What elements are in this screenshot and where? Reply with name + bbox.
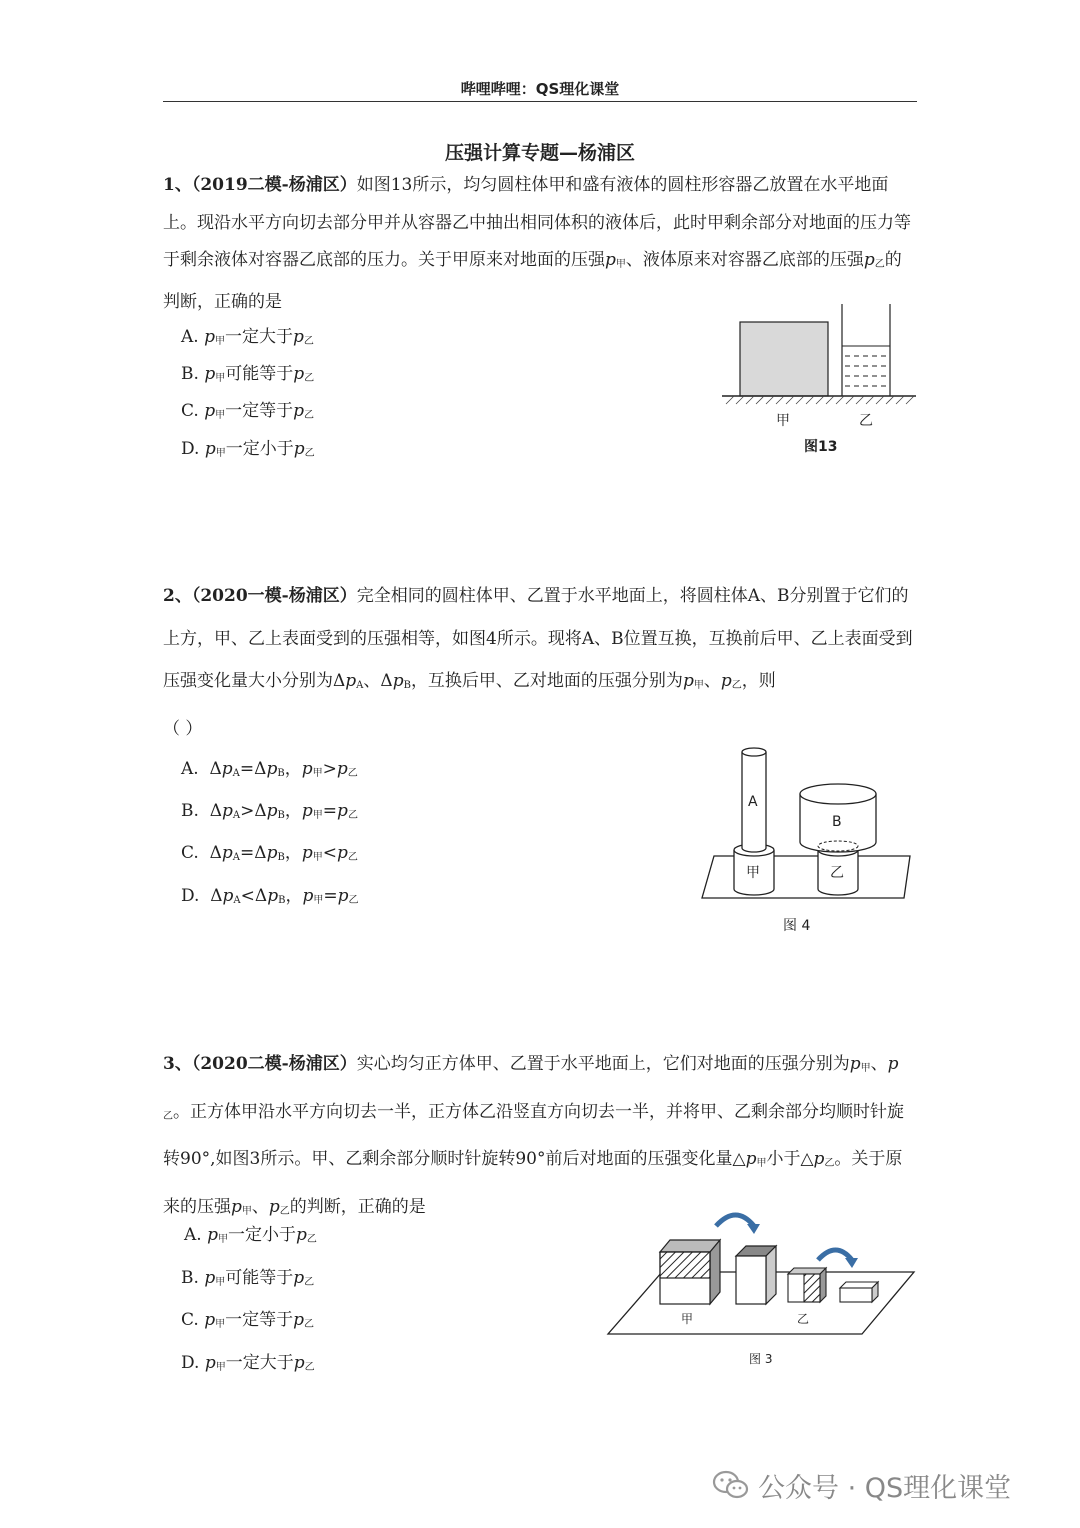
- solid-cylinder-jia: [740, 322, 828, 396]
- question-1-number: 1、: [163, 175, 192, 195]
- rotated-jia-half: [736, 1246, 776, 1304]
- q2-option-a: A. $\Delta p_A=\Delta p_B$，$p_甲>p_乙$: [181, 759, 358, 779]
- wechat-icon: [712, 1470, 750, 1500]
- q2-option-d: D. $\Delta p_A<\Delta p_B$，$p_甲=p_乙$: [181, 886, 359, 906]
- liquid-dashes: [845, 356, 888, 386]
- q3-option-a: A. $p_甲$一定小于$p_乙$: [184, 1225, 317, 1245]
- q2-answer-paren: （ ）: [163, 718, 203, 739]
- figure-4: [698, 742, 918, 904]
- rotated-yi-half: [840, 1282, 878, 1302]
- fig13-caption: 图13: [804, 439, 838, 455]
- watermark-text: 公众号 · QS理化课堂: [758, 1473, 1012, 1504]
- q1-option-c: C. $p_甲$一定等于$p_乙$: [181, 401, 314, 421]
- page-title: 压强计算专题—杨浦区: [444, 142, 635, 164]
- cube-yi: [788, 1268, 826, 1302]
- figure-13: [720, 300, 920, 412]
- question-3-number: 3、: [163, 1054, 192, 1074]
- question-2-number: 2、: [163, 586, 192, 606]
- q3-option-b: B. $p_甲$可能等于$p_乙$: [181, 1268, 315, 1288]
- fig13-label-jia: 甲: [776, 413, 790, 429]
- q2-option-c: C. $\Delta p_A=\Delta p_B$，$p_甲<p_乙$: [181, 843, 358, 863]
- page-header: 哔哩哔哩：QS理化课堂: [460, 80, 620, 98]
- fig4-label-a: A: [748, 794, 758, 810]
- tabletop: [702, 856, 910, 898]
- cube-jia: [660, 1240, 720, 1304]
- q1-option-a: A. $p_甲$一定大于$p_乙$: [181, 327, 314, 347]
- question-1-text: 1、（2019二模-杨浦区）如图13所示，均匀圆柱体甲和盛有液体的圆柱形容器乙放置在水平地面上。现沿水平方向切去部分甲并从容器乙中抽出相同体积的液体后，此时甲剩余部分对地面的压力等于剩余液体对容器乙底部的压力。关于甲原来对地面的压强$p_甲$、液体原来对容器乙底部的压强$p_乙$的判断，正确的是: [163, 175, 911, 312]
- q3-option-c: C. $p_甲$一定等于$p_乙$: [181, 1310, 314, 1330]
- fig3-label-jia: 甲: [681, 1312, 694, 1326]
- question-1-source: （2019二模-杨浦区）: [191, 175, 357, 195]
- fig4-caption: 图 4: [783, 918, 811, 934]
- ground-hatching: [726, 396, 914, 404]
- fig13-label-yi: 乙: [859, 413, 873, 429]
- question-3-text: 3、（2020二模-杨浦区）实心均匀正方体甲、乙置于水平地面上，它们对地面的压强分别为$p_甲$、$p_乙$。正方体甲沿水平方向切去一半，正方体乙沿竖直方向切去一半，并将甲、乙剩余部分均顺时针旋转90°,如图3所示。甲、乙剩余部分顺时针旋转90°前后对地面的压强变化量$\triangle p_甲$小于$\triangle p_乙$。关于原来的压强$p_甲$、$p_乙$的判断，正确的是: [163, 1054, 904, 1217]
- fig3-label-yi: 乙: [797, 1312, 810, 1326]
- fig3-caption: 图 3: [749, 1352, 773, 1366]
- question-2-text: 2、（2020一模-杨浦区）完全相同的圆柱体甲、乙置于水平地面上，将圆柱体A、B分别置于它们的上方，甲、乙上表面受到的压强相等，如图4所示。现将A、B位置互换，互换前后甲、乙上表面受到压强变化量大小分别为$\Delta p_A$、$\Delta p_B$，互换后甲、乙对地面的压强分别为$p_甲$、$p_乙$，则 （ ）: [163, 586, 913, 739]
- header-divider: [163, 101, 917, 102]
- question-3-source: （2020二模-杨浦区）: [191, 1054, 357, 1074]
- figure-3: [604, 1204, 918, 1340]
- q2-option-b: B. $\Delta p_A>\Delta p_B$，$p_甲=p_乙$: [181, 801, 358, 821]
- question-2-source: （2020一模-杨浦区）: [191, 586, 357, 606]
- q1-option-b: B. $p_甲$可能等于$p_乙$: [181, 364, 315, 384]
- fig4-label-jia: 甲: [746, 865, 760, 881]
- fig4-label-yi: 乙: [830, 865, 844, 881]
- fig4-label-b: B: [832, 814, 842, 830]
- q3-option-d: D. $p_甲$一定大于$p_乙$: [181, 1353, 315, 1373]
- q1-option-d: D. $p_甲$一定小于$p_乙$: [181, 439, 315, 459]
